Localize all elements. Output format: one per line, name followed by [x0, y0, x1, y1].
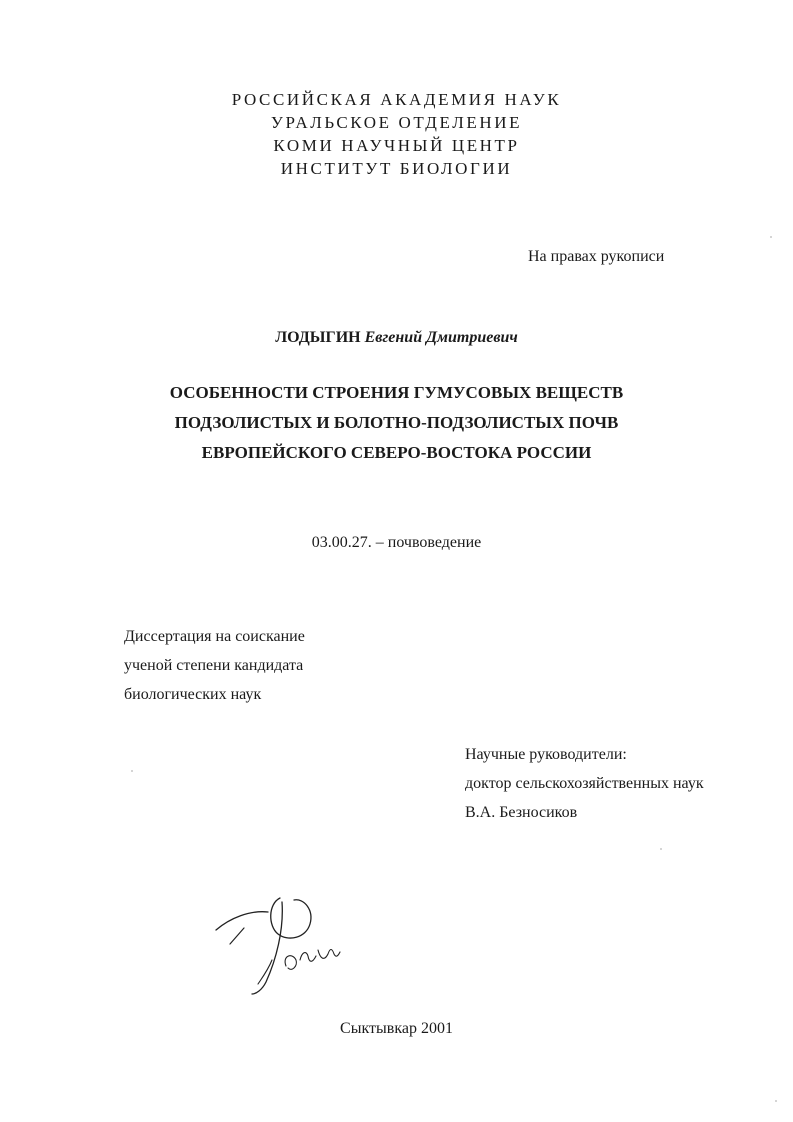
city-and-year: Сыктывкар 2001	[340, 1020, 453, 1037]
scan-speck	[770, 236, 772, 238]
header-line-institute: ИНСТИТУТ БИОЛОГИИ	[280, 159, 513, 178]
title-line-3: ЕВРОПЕЙСКОГО СЕВЕРО-ВОСТОКА РОССИИ	[201, 443, 592, 462]
header-line-academy: РОССИЙСКАЯ АКАДЕМИЯ НАУК	[231, 90, 562, 109]
header-line-branch: УРАЛЬСКОЕ ОТДЕЛЕНИЕ	[270, 113, 523, 132]
degree-line-1: Диссертация на соискание	[124, 628, 305, 645]
degree-line-3: биологических наук	[124, 686, 262, 703]
supervisors-heading: Научные руководители:	[465, 746, 627, 763]
manuscript-note: На правах рукописи	[528, 248, 665, 265]
organization-header	[0, 88, 793, 180]
header-line-center: КОМИ НАУЧНЫЙ ЦЕНТР	[273, 136, 520, 155]
dissertation-degree-block	[124, 622, 305, 709]
supervisor-degree: доктор сельскохозяйственных наук	[465, 775, 704, 792]
supervisors-block	[465, 740, 704, 827]
scan-speck	[775, 1100, 777, 1102]
scan-speck	[131, 770, 133, 772]
dissertation-title	[0, 378, 793, 468]
supervisor-name: В.А. Безносиков	[465, 804, 578, 821]
title-line-1: ОСОБЕННОСТИ СТРОЕНИЯ ГУМУСОВЫХ ВЕЩЕСТВ	[169, 383, 624, 402]
author-given-names: Евгений Дмитриевич	[364, 329, 518, 346]
scan-speck	[660, 848, 662, 850]
author-surname: ЛОДЫГИН	[275, 329, 361, 346]
degree-line-2: ученой степени кандидата	[124, 657, 304, 674]
handwritten-signature	[210, 890, 350, 1005]
title-line-2: ПОДЗОЛИСТЫХ И БОЛОТНО-ПОДЗОЛИСТЫХ ПОЧВ	[174, 413, 619, 432]
author-name	[0, 329, 793, 347]
specialty-code: 03.00.27. – почвоведение	[311, 534, 482, 551]
